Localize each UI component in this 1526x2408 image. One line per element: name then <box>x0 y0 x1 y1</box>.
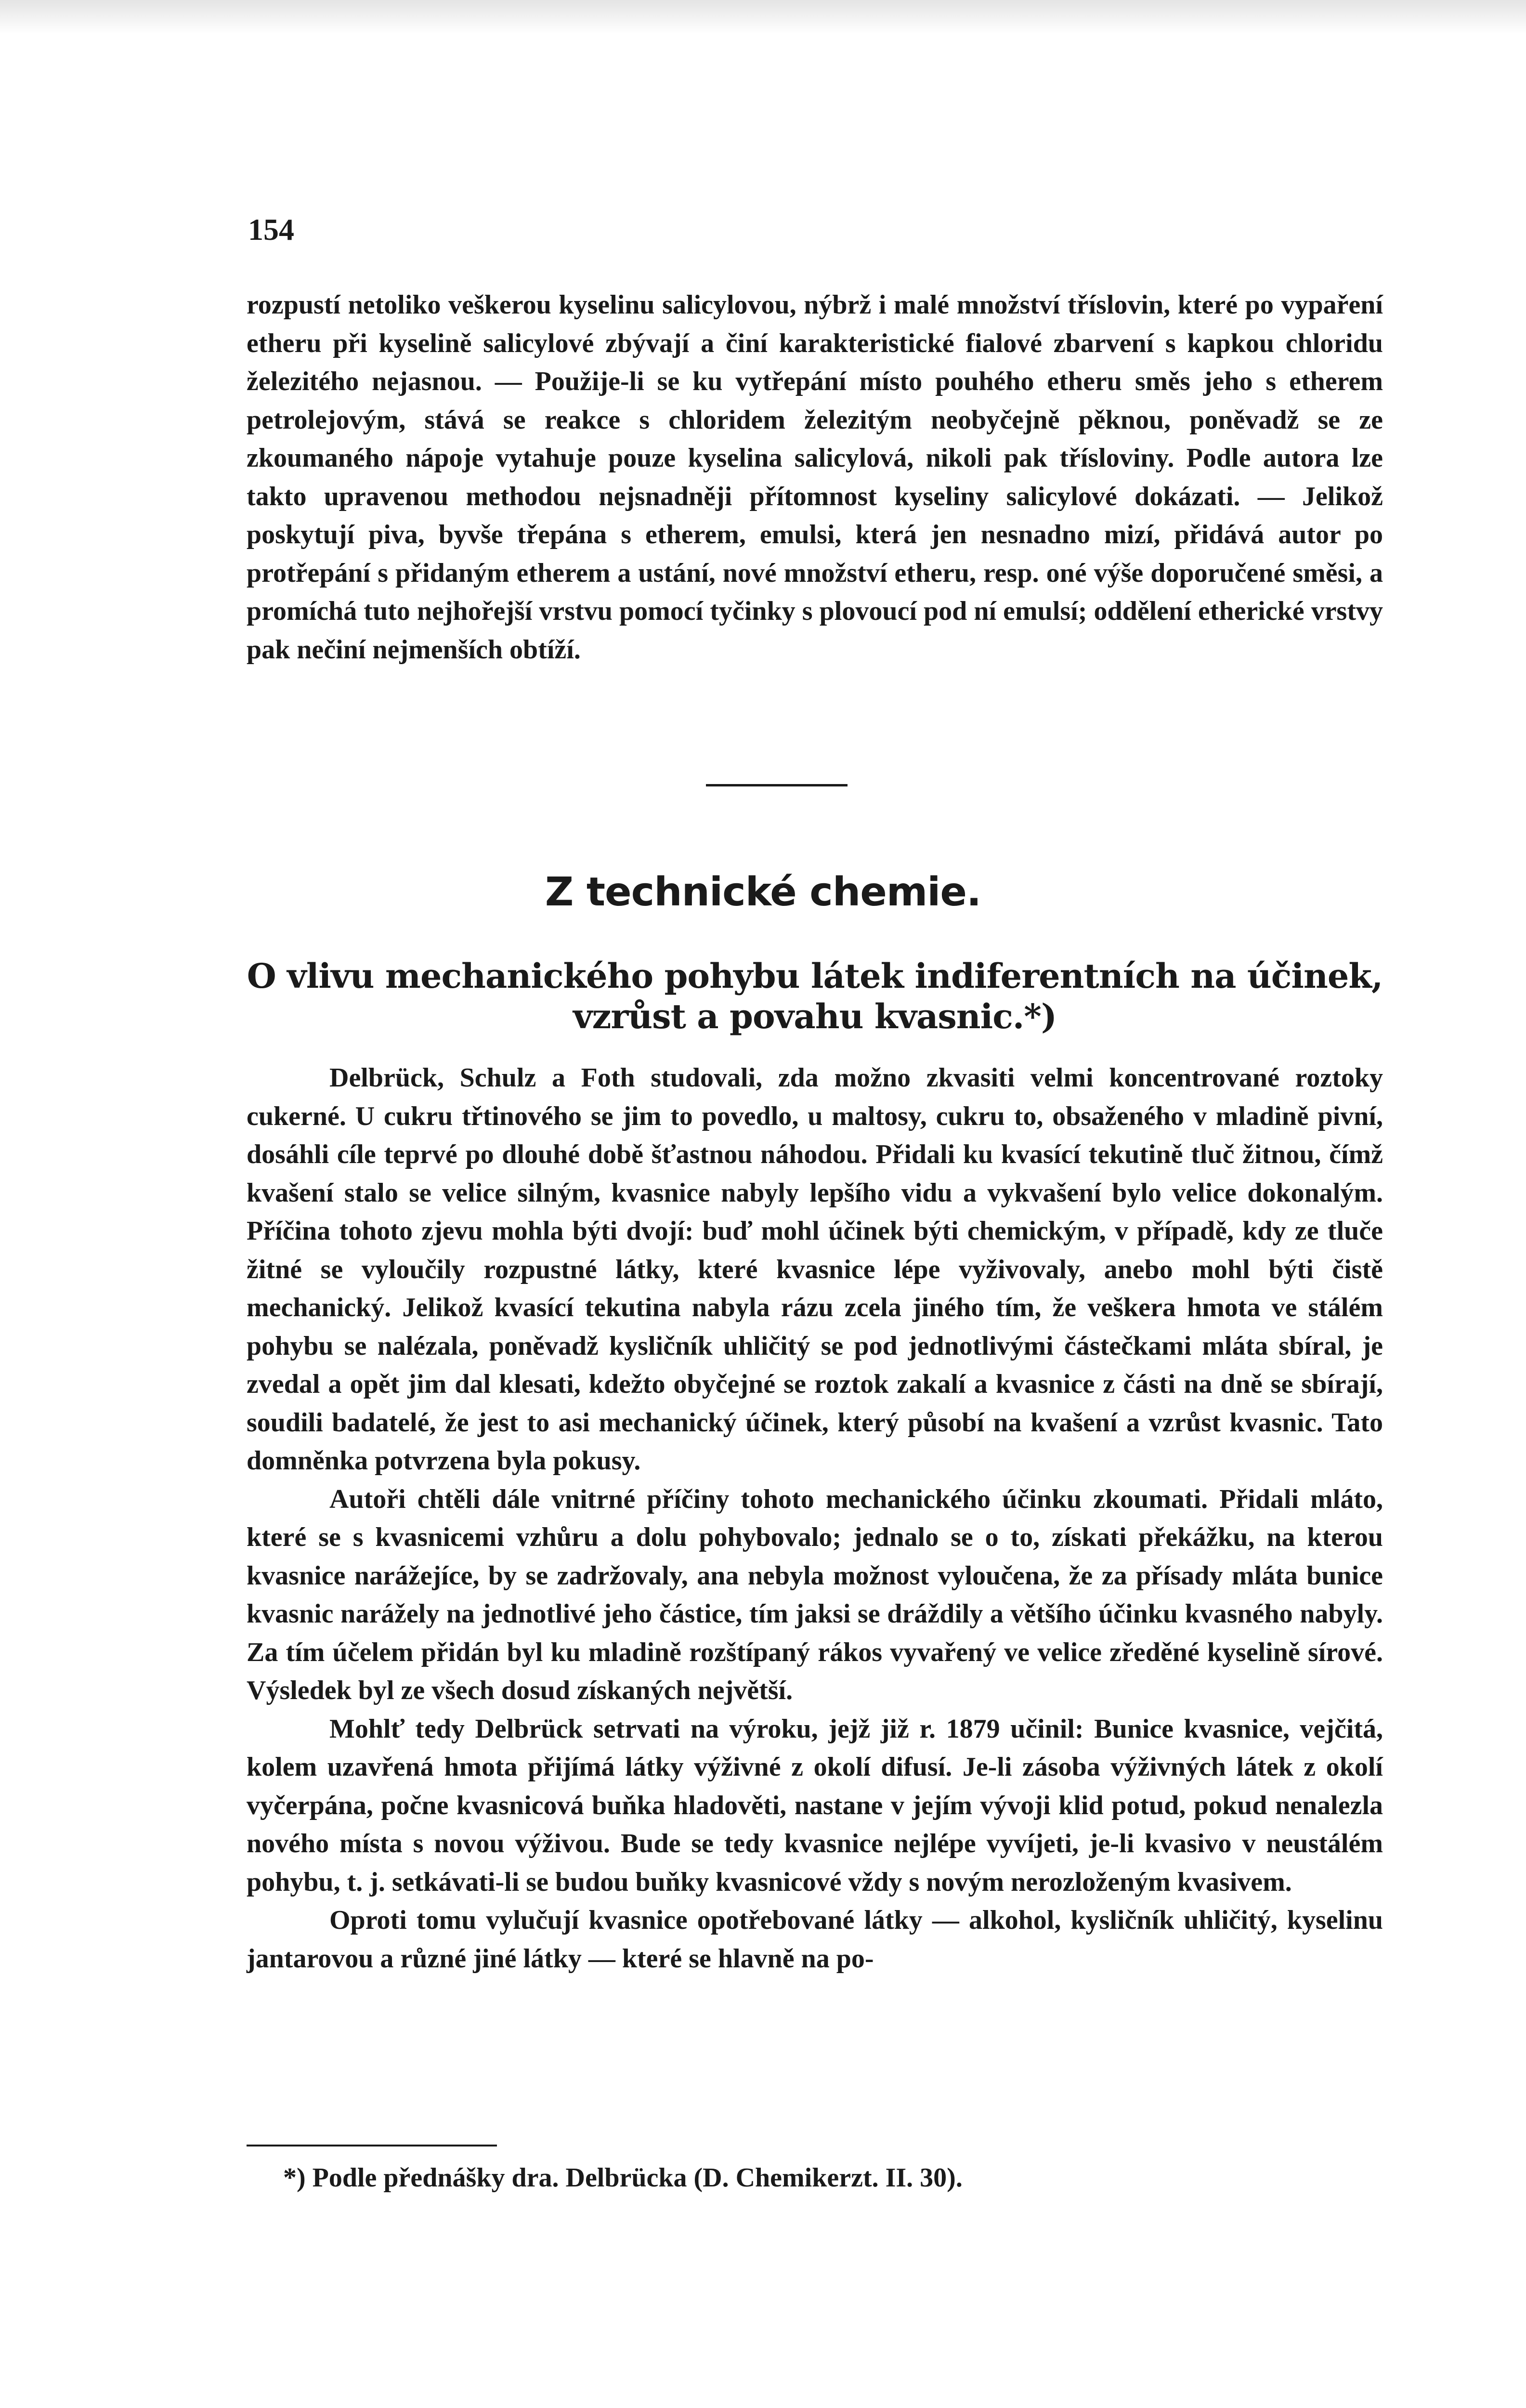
intro-text-block <box>247 286 1383 669</box>
footnote-rule <box>247 2145 497 2146</box>
article-title-line-1: O vlivu mechanického pohybu látek indiferentních na účinek, <box>247 956 1383 996</box>
article-title <box>247 956 1383 1037</box>
footnote: *) Podle přednášky dra. Delbrücka (D. Chemikerzt. II. 30). <box>283 2163 963 2193</box>
body-paragraph: Delbrück, Schulz a Foth studovali, zda možno zkvasiti velmi koncentrované roztoky cukerné. U cukru třtinového se jim to povedlo, u maltosy, cukru to, obsaženého v mladině pivní, dosáhli cíle teprvé po dlouhé době šťastnou náhodou. Přidali ku kvasící tekutině tluč žitnou, čímž kvašení stalo se velice silným, kvasnice nabyly lepšího vidu a vykvašení bylo velice dokonalým. Příčina tohoto zjevu mohla býti dvojí: buď mohl účinek býti chemickým, v případě, kdy ze tluče žitné se vyloučily rozpustné látky, které kvasnice lépe vyživovaly, anebo mohl býti čistě mechanický. Jelikož kvasící tekutina nabyla rázu zcela jiného tím, že veškera hmota ve stálém pohybu se nalézala, poněvadž kysličník uhličitý se pod jednotlivými částečkami mláta sbíral, je zvedal a opět jim dal klesati, kdežto obyčejné se roztok zakalí a kvasnice z části na dně se sbírají, soudili badatelé, že jest to asi mechanický účinek, který působí na kvašení a vzrůst kvasnic. Tato domněnka potvrzena byla pokusy. <box>247 1063 1383 1476</box>
body-paragraph: Oproti tomu vylučují kvasnice opotřebované látky — alkohol, kysličník uhličitý, kyselinu jantarovou a různé jiné látky — které se hlavně na po- <box>247 1905 1383 1974</box>
body-paragraph: Mohlť tedy Delbrück setrvati na výroku, jejž již r. 1879 učinil: Bunice kvasnice, vejčitá, kolem uzavřená hmota přijímá látky výživné z okolí difusí. Je-li zásoba výživných látek z okolí vyčerpána, počne kvasnicová buňka hladověti, nastane v jejím vývoji klid potud, pokud nenalezla nového místa s novou výživou. Bude se tedy kvasnice nejlépe vyvíjeti, je-li kvasivo v neustálém pohybu, t. j. setkávati-li se budou buňky kvasnicové vždy s novým nerozloženým kvasivem. <box>247 1714 1383 1897</box>
page-number: 154 <box>248 212 294 247</box>
article-body <box>247 1059 1383 1978</box>
article-title-line-2: vzrůst a povahu kvasnic.*) <box>573 996 1056 1036</box>
body-paragraph: Autoři chtěli dále vnitrné příčiny tohoto mechanického účinku zkoumati. Přidali mláto, které se s kvasnicemi vzhůru a dolu pohybovalo; jednalo se o to, získati překážku, na kterou kvasnice narážejíce, by se zadržovaly, ana nebyla možnost vyloučena, že za přísady mláta bunice kvasnic narážely na jednotlivé jeho částice, tím jaksi se dráždily a většího účinku kvasného nabyly. Za tím účelem přidán byl ku mladině rozštípaný rákos vyvařený ve velice zředěné kyselině sírové. Výsledek byl ze všech dosud získaných největší. <box>247 1484 1383 1705</box>
section-title: Z technické chemie. <box>545 869 981 915</box>
intro-paragraph: rozpustí netoliko veškerou kyselinu salicylovou, nýbrž i malé množství tříslovin, které po vypaření etheru při kyselině salicylové zbývají a činí karakteristické fialové zbarvení s kapkou chloridu železitého nejasnou. — Použije-li se ku vytřepání místo pouhého etheru směs jeho s etherem petrolejovým, stává se reakce s chloridem železitým neobyčejně pěknou, poněvadž se ze zkoumaného nápoje vytahuje pouze kyselina salicylová, nikoli pak třísloviny. Podle autora lze takto upravenou methodou nejsnadněji přítomnost kyseliny salicylové dokázati. — Jelikož poskytují piva, byvše třepána s etherem, emulsi, která jen nesnadno mizí, přidává autor po protřepání s přidaným etherem a ustání, nové množství etheru, resp. oné výše doporučené směsi, a promíchá tuto nejhořejší vrstvu pomocí tyčinky s plovoucí pod ní emulsí; oddělení etherické vrstvy pak nečiní nejmenších obtíží. <box>247 290 1383 665</box>
section-divider <box>706 784 848 786</box>
scan-edge-shadow <box>0 0 1526 34</box>
